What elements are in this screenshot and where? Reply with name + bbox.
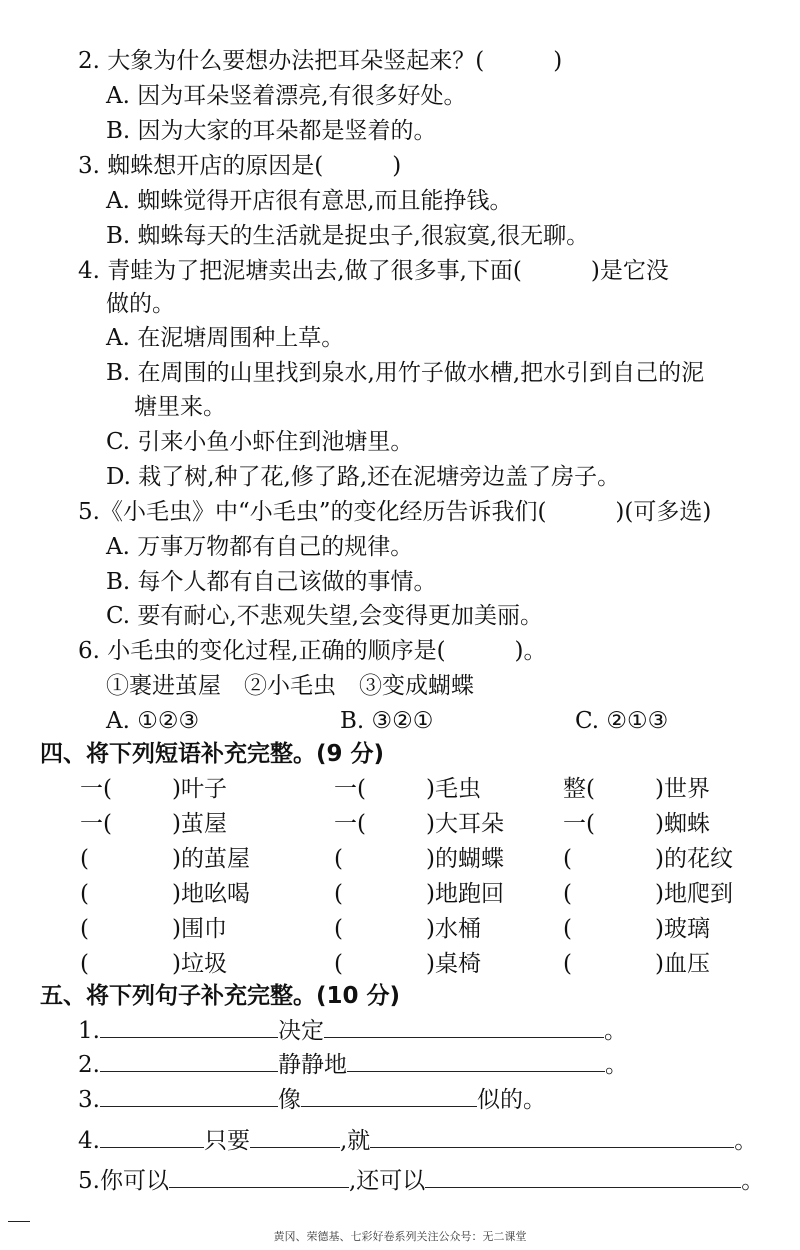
phrase-blank-open: ( (80, 881, 89, 907)
phrase-text: )毛虫 (426, 776, 481, 802)
sentence-number: 2. (78, 1052, 100, 1078)
page-footer: 黄冈、荣德基、七彩好卷系列关注公众号：无二课堂 (273, 1230, 527, 1243)
phrase-text: )地吆喝 (172, 881, 250, 907)
question-3-option-a: A. 蜘蛛觉得开店很有意思,而且能挣钱。 (106, 188, 513, 214)
sentence-prompt: 似的 (476, 1087, 523, 1113)
sentence-prompt: 像 (277, 1087, 301, 1113)
page-corner-mark (8, 1221, 30, 1222)
sentence-5 (78, 1165, 764, 1197)
question-6-option-a: A. ①②③ (106, 708, 200, 734)
question-4-stem: 4. 青蛙为了把泥塘卖出去,做了很多事,下面( )是它没 (78, 258, 669, 284)
answer-blank[interactable] (100, 1125, 204, 1148)
phrase-blank-open: ( (80, 951, 89, 977)
phrase-text: )的茧屋 (172, 846, 250, 872)
phrase-text: )地爬到 (655, 881, 733, 907)
answer-blank[interactable] (425, 1165, 741, 1188)
sentence-number: 3. (78, 1087, 100, 1113)
question-6-sequence: ①裹进茧屋 ②小毛虫 ③变成蝴蝶 (106, 673, 474, 699)
sentence-2 (78, 1049, 628, 1081)
sentence-4 (78, 1125, 757, 1157)
phrase-blank-open: ( (80, 916, 89, 942)
phrase-blank-open: ( (80, 846, 89, 872)
sentence-prompt: 静静地 (277, 1052, 347, 1078)
answer-blank[interactable] (347, 1049, 605, 1072)
question-6-option-c: C. ②①③ (575, 708, 669, 734)
question-5-option-c: C. 要有耐心,不悲观失望,会变得更加美丽。 (106, 603, 544, 629)
section-4-title: 四、将下列短语补充完整。(9 分) (40, 741, 385, 767)
answer-blank[interactable] (100, 1084, 278, 1107)
sentence-3 (78, 1084, 546, 1116)
phrase-text: )桌椅 (426, 951, 481, 977)
question-4-option-b-continued: 塘里来。 (134, 394, 226, 420)
phrase-blank-open: 一( (80, 776, 112, 802)
question-4-option-a: A. 在泥塘周围种上草。 (106, 325, 345, 351)
phrase-blank-open: 一( (563, 811, 595, 837)
question-4-stem-continued: 做的。 (106, 291, 175, 317)
sentence-end: 。 (522, 1087, 546, 1113)
question-5-stem: 5.《小毛虫》中“小毛虫”的变化经历告诉我们( )(可多选) (78, 499, 712, 525)
phrase-text: )茧屋 (172, 811, 227, 837)
sentence-1 (78, 1015, 627, 1047)
phrase-text: )玻璃 (655, 916, 710, 942)
question-3-option-b: B. 蜘蛛每天的生活就是捉虫子,很寂寞,很无聊。 (106, 223, 590, 249)
question-4-option-b: B. 在周围的山里找到泉水,用竹子做水槽,把水引到自己的泥 (106, 360, 705, 386)
sentence-end: 。 (741, 1168, 765, 1194)
answer-blank[interactable] (324, 1015, 604, 1038)
answer-blank[interactable] (169, 1165, 349, 1188)
phrase-blank-open: 整( (563, 776, 595, 802)
sentence-prompt: 只要 (203, 1128, 250, 1154)
sentence-number: 4. (78, 1128, 100, 1154)
phrase-blank-open: 一( (334, 811, 366, 837)
question-2-option-a: A. 因为耳朵竖着漂亮,有很多好处。 (106, 83, 467, 109)
phrase-blank-open: ( (563, 916, 572, 942)
phrase-text: )叶子 (172, 776, 227, 802)
answer-blank[interactable] (250, 1125, 340, 1148)
sentence-end: 。 (734, 1128, 758, 1154)
sentence-prompt: 决定 (277, 1018, 324, 1044)
phrase-text: )蜘蛛 (655, 811, 710, 837)
answer-blank[interactable] (301, 1084, 477, 1107)
phrase-blank-open: ( (563, 846, 572, 872)
phrase-text: )围巾 (172, 916, 227, 942)
phrase-text: )的花纹 (655, 846, 733, 872)
phrase-blank-open: ( (563, 951, 572, 977)
phrase-blank-open: 一( (80, 811, 112, 837)
sentence-prompt: ,就 (339, 1128, 371, 1154)
phrase-text: )地跑回 (426, 881, 504, 907)
phrase-text: )世界 (655, 776, 710, 802)
phrase-text: )血压 (655, 951, 710, 977)
phrase-text: )大耳朵 (426, 811, 504, 837)
phrase-blank-open: ( (334, 916, 343, 942)
sentence-number: 1. (78, 1018, 100, 1044)
phrase-blank-open: 一( (334, 776, 366, 802)
phrase-text: )水桶 (426, 916, 481, 942)
question-6-stem: 6. 小毛虫的变化过程,正确的顺序是( )。 (78, 638, 547, 664)
question-5-option-b: B. 每个人都有自己该做的事情。 (106, 569, 437, 595)
question-2-option-b: B. 因为大家的耳朵都是竖着的。 (106, 118, 437, 144)
sentence-end: 。 (603, 1018, 627, 1044)
sentence-prompt: 你可以 (99, 1168, 169, 1194)
answer-blank[interactable] (100, 1049, 278, 1072)
phrase-blank-open: ( (334, 951, 343, 977)
phrase-text: )垃圾 (172, 951, 227, 977)
phrase-blank-open: ( (563, 881, 572, 907)
sentence-number: 5. (78, 1168, 100, 1194)
sentence-prompt: ,还可以 (348, 1168, 426, 1194)
question-3-stem: 3. 蜘蛛想开店的原因是( ) (78, 153, 402, 179)
question-5-option-a: A. 万事万物都有自己的规律。 (106, 534, 414, 560)
question-4-option-c: C. 引来小鱼小虾住到池塘里。 (106, 429, 414, 455)
question-4-option-d: D. 栽了树,种了花,修了路,还在泥塘旁边盖了房子。 (106, 464, 621, 490)
question-6-option-b: B. ③②① (340, 708, 434, 734)
phrase-blank-open: ( (334, 846, 343, 872)
answer-blank[interactable] (370, 1125, 734, 1148)
phrase-blank-open: ( (334, 881, 343, 907)
sentence-end: 。 (604, 1052, 628, 1078)
answer-blank[interactable] (100, 1015, 278, 1038)
section-5-title: 五、将下列句子补充完整。(10 分) (40, 983, 401, 1009)
question-2-stem: 2. 大象为什么要想办法把耳朵竖起来？( ) (78, 48, 563, 74)
phrase-text: )的蝴蝶 (426, 846, 504, 872)
